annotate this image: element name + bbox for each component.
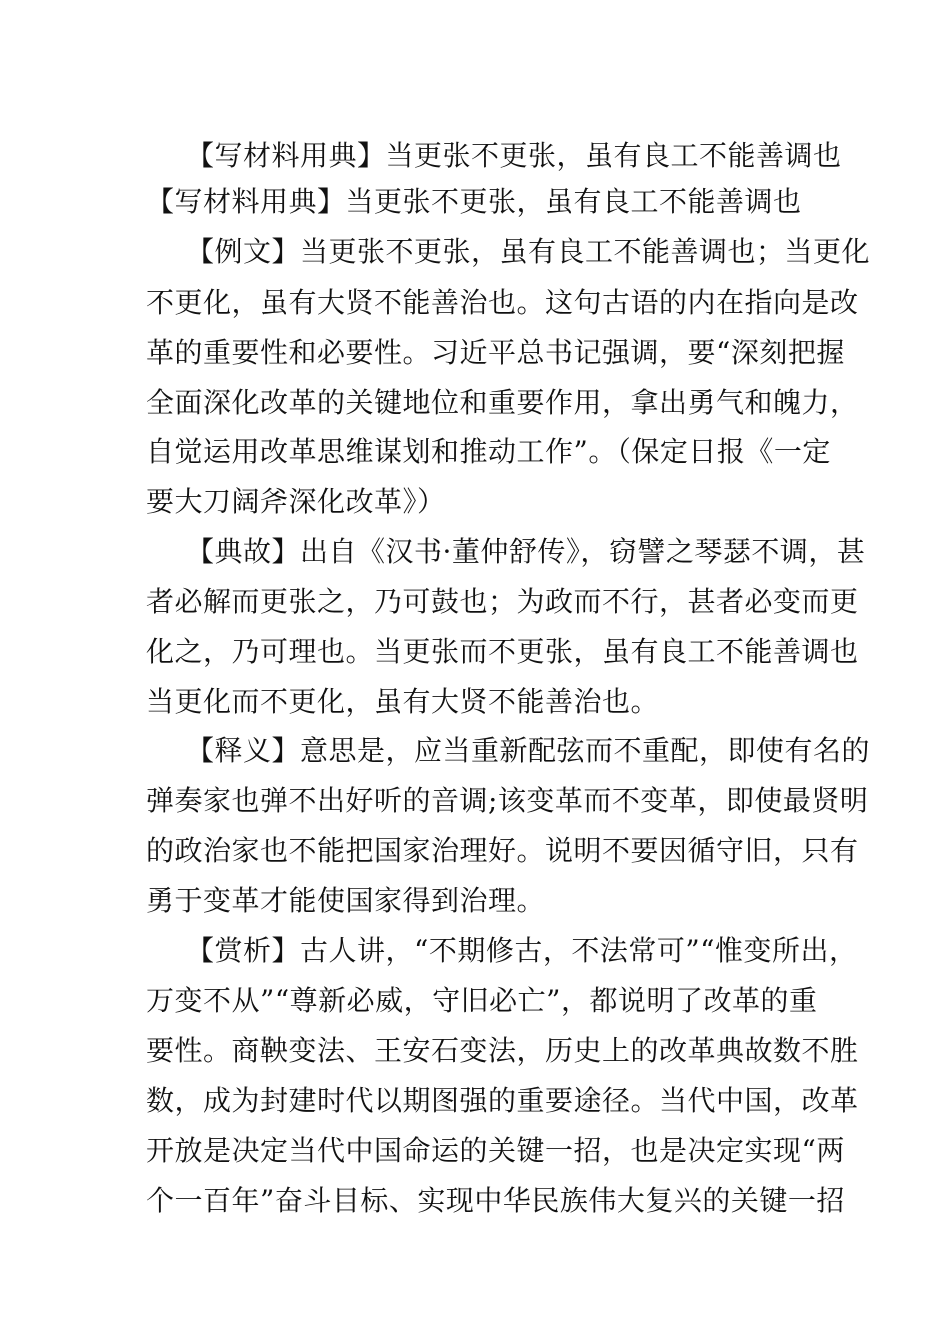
example-line: 【例文】当更张不更张，虽有良工不能善调也；当更化 [186,235,871,268]
appreciation-line: 个一百年”奋斗目标、实现中华民族伟大复兴的关键一招 [146,1184,845,1217]
allusion-line: 【典故】出自《汉书·董仲舒传》，窃譬之琴瑟不调，甚 [186,535,866,568]
appreciation-line: 要性。商鞅变法、王安石变法，历史上的改革典故数不胜 [146,1034,859,1067]
subtitle-line: 【写材料用典】当更张不更张，虽有良工不能善调也 [146,185,802,218]
example-line: 全面深化改革的关键地位和重要作用，拿出勇气和魄力， [146,386,859,419]
appreciation-line: 数，成为封建时代以期图强的重要途径。当代中国，改革 [146,1084,859,1117]
interpretation-line: 勇于变革才能使国家得到治理。 [146,884,546,917]
allusion-line: 当更化而不更化，虽有大贤不能善治也。 [146,685,660,718]
example-line: 不更化，虽有大贤不能善治也。这句古语的内在指向是改 [146,286,859,319]
interpretation-line: 弹奏家也弹不出好听的音调;该变革而不变革，即使最贤明 [146,784,869,817]
appreciation-line: 万变不从”“尊新必威，守旧必亡”，都说明了改革的重 [146,984,818,1017]
interpretation-line: 的政治家也不能把国家治理好。说明不要因循守旧，只有 [146,834,859,867]
example-line: 革的重要性和必要性。习近平总书记强调，要“深刻把握 [146,336,845,369]
allusion-line: 者必解而更张之，乃可鼓也；为政而不行，甚者必变而更 [146,585,859,618]
interpretation-line: 【释义】意思是，应当重新配弦而不重配，即使有名的 [186,734,871,767]
title-line: 【写材料用典】当更张不更张，虽有良工不能善调也 [186,139,842,172]
appreciation-line: 开放是决定当代中国命运的关键一招，也是决定实现“两 [146,1134,845,1167]
appreciation-line: 【赏析】古人讲，“不期修古，不法常可”“惟变所出， [186,934,858,967]
example-line: 自觉运用改革思维谋划和推动工作”。（保定日报《一定 [146,435,831,468]
allusion-line: 化之，乃可理也。当更张而不更张，虽有良工不能善调也 [146,635,859,668]
example-line: 要大刀阔斧深化改革》） [146,485,446,518]
